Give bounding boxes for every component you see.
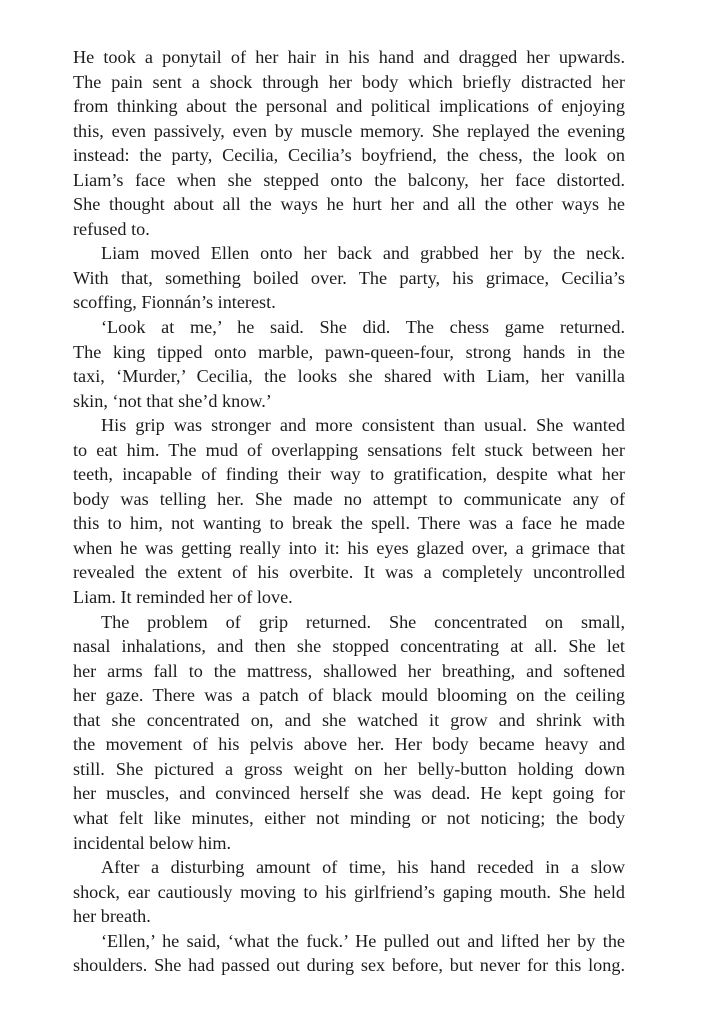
text-line: She thought about all the ways he hurt her and all the other ways he <box>73 194 625 215</box>
text-line: The king tipped onto marble, pawn-queen-four, strong hands in the <box>73 341 625 362</box>
paragraph <box>73 241 625 315</box>
text-line: when he was getting really into it: his eyes glazed over, a grimace that <box>73 537 625 558</box>
text-line: her muscles, and convinced herself she was dead. He kept going for <box>73 783 625 804</box>
text-line: Liam’s face when she stepped onto the balcony, her face distorted. <box>73 169 625 190</box>
paragraph <box>73 610 625 855</box>
text-line: Liam. It reminded her of love. <box>73 587 293 608</box>
text-line: that she concentrated on, and she watched it grow and shrink with <box>73 709 625 730</box>
text-line: still. She pictured a gross weight on her belly-button holding down <box>73 758 625 779</box>
paragraph <box>73 855 625 929</box>
text-line: taxi, ‘Murder,’ Cecilia, the looks she shared with Liam, her vanilla <box>73 366 625 387</box>
text-line: Liam moved Ellen onto her back and grabbed her by the neck. <box>101 243 625 264</box>
text-line: skin, ‘not that she’d know.’ <box>73 390 272 411</box>
body-text <box>73 45 625 978</box>
text-line: scoffing, Fionnán’s interest. <box>73 292 276 313</box>
text-line: her gaze. There was a patch of black mould blooming on the ceiling <box>73 685 625 706</box>
text-line: revealed the extent of his overbite. It was a completely uncontrolled <box>73 562 625 583</box>
text-line: her breath. <box>73 906 151 927</box>
text-line: what felt like minutes, either not minding or not noticing; the body <box>73 807 625 828</box>
text-line: teeth, incapable of finding their way to gratification, despite what her <box>73 464 625 485</box>
text-line: The problem of grip returned. She concentrated on small, <box>101 611 625 632</box>
text-line: refused to. <box>73 218 150 239</box>
text-line: from thinking about the personal and political implications of enjoying <box>73 96 625 117</box>
text-line: He took a ponytail of her hair in his hand and dragged her upwards. <box>73 47 625 67</box>
text-line: With that, something boiled over. The party, his grimace, Cecilia’s <box>73 267 625 288</box>
text-line: instead: the party, Cecilia, Cecilia’s boyfriend, the chess, the look on <box>73 145 625 166</box>
text-line: ‘Look at me,’ he said. She did. The chess game returned. <box>101 317 625 338</box>
text-line: His grip was stronger and more consistent than usual. She wanted <box>101 415 625 436</box>
paragraph <box>73 929 625 978</box>
text-line: After a disturbing amount of time, his hand receded in a slow <box>101 857 625 878</box>
text-line: her arms fall to the mattress, shallowed her breathing, and softened <box>73 660 625 681</box>
text-line: this, even passively, even by muscle memory. She replayed the evening <box>73 120 625 141</box>
text-line: The pain sent a shock through her body which briefly distracted her <box>73 71 625 92</box>
text-line: to eat him. The mud of overlapping sensations felt stuck between her <box>73 439 625 460</box>
paragraph <box>73 315 625 413</box>
text-line: shoulders. She had passed out during sex before, but never for this long. <box>73 955 625 976</box>
text-line: this to him, not wanting to break the spell. There was a face he made <box>73 513 625 534</box>
text-line: the movement of his pelvis above her. Her body became heavy and <box>73 734 625 755</box>
paragraph <box>73 45 625 241</box>
text-line: shock, ear cautiously moving to his girlfriend’s gaping mouth. She held <box>73 881 625 902</box>
text-line: incidental below him. <box>73 832 232 853</box>
paragraph <box>73 413 625 609</box>
text-line: nasal inhalations, and then she stopped concentrating at all. She let <box>73 636 625 657</box>
text-line: ‘Ellen,’ he said, ‘what the fuck.’ He pulled out and lifted her by the <box>101 930 625 951</box>
text-line: body was telling her. She made no attempt to communicate any of <box>73 488 625 509</box>
